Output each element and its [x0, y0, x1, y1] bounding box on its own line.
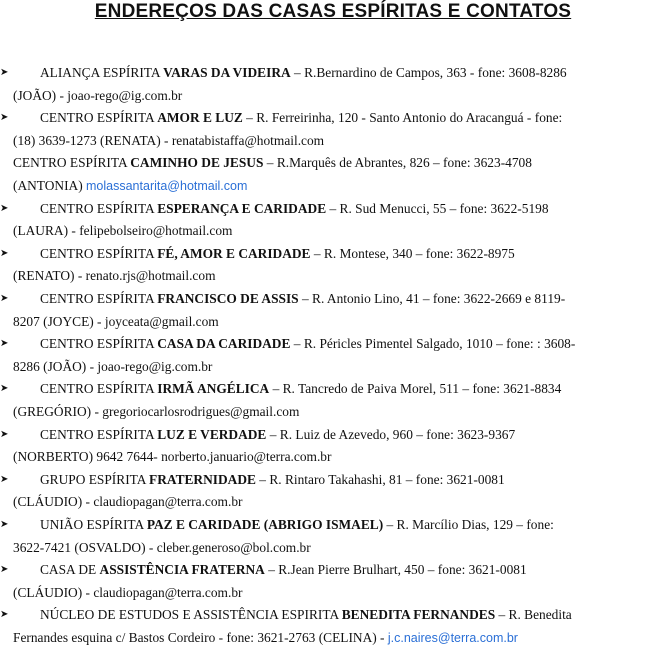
entry-type: CENTRO ESPÍRITA [40, 381, 158, 397]
entry-contact [13, 130, 324, 152]
entry-line-1 [0, 514, 666, 536]
contact-text: (CLÁUDIO) - claudiopagan@terra.com.br [13, 494, 243, 510]
bullet-arrow-icon: ➤ [0, 383, 9, 395]
contact-text: 8286 (JOÃO) - joao-rego@ig.com.br [13, 358, 213, 374]
entry-address: – R. Benedita [495, 607, 572, 623]
entry-address: – R. Sud Menucci, 55 – fone: 3622-5198 [326, 200, 549, 216]
contact-text: (18) 3639-1273 (RENATA) - renatabistaffa@hotmail.com [13, 132, 325, 148]
entry-contact [13, 220, 232, 242]
entry-address: – R. Rintaro Takahashi, 81 – fone: 3621-0081 [255, 471, 505, 487]
entry-address: – R. Luiz de Azevedo, 960 – fone: 3623-9367 [266, 426, 516, 442]
entry-address: – R.Jean Pierre Brulhart, 450 – fone: 3621-0081 [264, 562, 527, 578]
entry-address: – R. Tancredo de Paiva Morel, 511 – fone: 3621-8834 [269, 381, 562, 397]
entry-contact [13, 537, 311, 559]
entry-type: CASA DE [40, 562, 100, 578]
entry-contact [13, 401, 299, 423]
entry-line-1 [0, 107, 666, 129]
contact-text: (ANTONIA) [13, 178, 87, 193]
bullet-arrow-icon: ➤ [0, 564, 9, 576]
entry-address: – R. Péricles Pimentel Salgado, 1010 – fone: : 3608- [290, 336, 576, 352]
entry-line-2 [0, 491, 666, 513]
entry-name: ESPERANÇA E CARIDADE [157, 200, 327, 216]
entry-line-2 [0, 220, 666, 242]
contact-text: (RENATO) - renato.rjs@hotmail.com [13, 268, 216, 284]
bullet-arrow-icon: ➤ [0, 67, 9, 78]
entry-heading [40, 333, 575, 355]
entry-address: – R. Marcílio Dias, 129 – fone: [383, 517, 554, 532]
entry-contact [13, 446, 331, 468]
contact-text: (CLÁUDIO) - claudiopagan@terra.com.br [13, 584, 243, 600]
page-title: ENDEREÇOS DAS CASAS ESPÍRITAS E CONTATOS [94, 1, 572, 22]
contact-text: 8207 (JOYCE) - joyceata@gmail.com [13, 313, 219, 329]
entry-line-1 [0, 288, 666, 310]
entry-line-1 [0, 152, 666, 174]
entry-contact [13, 491, 242, 513]
entry-name: FRATERNIDADE [149, 471, 256, 487]
contact-text: (GREGÓRIO) - gregoriocarlosrodrigues@gmail.com [13, 404, 300, 419]
entry-line-1 [0, 378, 666, 400]
entry-address: – R. Antonio Lino, 41 – fone: 3622-2669 e 8119- [298, 291, 566, 306]
entry-heading [40, 559, 527, 581]
bullet-arrow-icon: ➤ [0, 473, 9, 485]
entry-line-2 [0, 627, 666, 649]
entry-line-1 [0, 243, 666, 265]
entry-line-1 [0, 469, 666, 491]
entry-heading [40, 514, 554, 536]
entry-type: CENTRO ESPÍRITA [40, 200, 158, 216]
entry-line-1 [0, 604, 666, 626]
entry-name: BENEDITA FERNANDES [341, 607, 496, 623]
entry-name: CAMINHO DE JESUS [130, 155, 264, 171]
bullet-arrow-icon: ➤ [0, 112, 9, 124]
entry-heading [40, 62, 567, 84]
entry-line-1 [0, 424, 666, 446]
entry-line-2 [0, 356, 666, 378]
entry-type: NÚCLEO DE ESTUDOS E ASSISTÊNCIA ESPIRITA [40, 607, 342, 623]
contact-text: (LAURA) - felipebolseiro@hotmail.com [13, 223, 233, 239]
contact-text: (JOÃO) - joao-rego@ig.com.br [13, 87, 183, 103]
entry-line-2 [0, 265, 666, 287]
entry-type: CENTRO ESPÍRITA [40, 336, 158, 352]
entry-type: UNIÃO ESPÍRITA [40, 517, 147, 532]
entry-line-1 [0, 559, 666, 581]
bullet-arrow-icon: ➤ [0, 428, 9, 440]
entry-name: ASSISTÊNCIA FRATERNA [99, 562, 265, 578]
entry-address: – R. Ferreirinha, 120 - Santo Antonio do Aracanguá - fone: [242, 110, 563, 126]
entry-line-2 [0, 85, 666, 107]
entry-heading [13, 152, 532, 174]
entry-name: IRMÃ ANGÉLICA [157, 381, 270, 397]
entry-line-2 [0, 175, 666, 197]
entry-address: – R. Montese, 340 – fone: 3622-8975 [310, 245, 515, 261]
email-link[interactable]: molassantarita@hotmail.com [86, 179, 248, 193]
entry-heading [40, 424, 515, 446]
entry-type: GRUPO ESPÍRITA [40, 471, 150, 487]
entry-contact [13, 175, 247, 197]
bullet-arrow-icon: ➤ [0, 247, 9, 259]
entry-heading [40, 198, 549, 220]
bullet-arrow-icon: ➤ [0, 202, 9, 214]
entry-type: CENTRO ESPÍRITA [13, 155, 131, 171]
entry-line-2 [0, 446, 666, 468]
entry-name: VARAS DA VIDEIRA [163, 65, 291, 80]
entry-line-1 [0, 198, 666, 220]
bullet-arrow-icon: ➤ [0, 338, 9, 350]
entry-type: CENTRO ESPÍRITA [40, 291, 158, 306]
entry-heading [40, 288, 565, 310]
entry-contact [13, 627, 518, 649]
entry-name: CASA DA CARIDADE [157, 336, 291, 352]
contact-text: (NORBERTO) 9642 7644- norberto.januario@terra.com.br [13, 449, 332, 465]
entry-contact [13, 582, 242, 604]
bullet-arrow-icon: ➤ [0, 609, 9, 621]
entry-type: CENTRO ESPÍRITA [40, 426, 158, 442]
entry-name: LUZ E VERDADE [157, 426, 267, 442]
entry-line-2 [0, 537, 666, 559]
entry-heading [40, 107, 562, 129]
entry-address: – R.Marquês de Abrantes, 826 – fone: 3623-4708 [263, 155, 532, 171]
entry-name: FÉ, AMOR E CARIDADE [157, 245, 311, 261]
entry-type: CENTRO ESPÍRITA [40, 110, 158, 126]
entry-line-2 [0, 130, 666, 152]
entry-contact [13, 356, 212, 378]
entry-name: AMOR E LUZ [157, 110, 243, 126]
entry-address: – R.Bernardino de Campos, 363 - fone: 3608-8286 [290, 65, 567, 80]
entry-type: CENTRO ESPÍRITA [40, 245, 158, 261]
entry-name: PAZ E CARIDADE (ABRIGO ISMAEL) [146, 517, 384, 532]
entry-heading [40, 604, 572, 626]
entry-heading [40, 243, 515, 265]
contact-text: 3622-7421 (OSVALDO) - cleber.generoso@bol.com.br [13, 539, 311, 555]
entry-contact [13, 265, 216, 287]
entry-type: ALIANÇA ESPÍRITA [40, 65, 164, 80]
bullet-arrow-icon: ➤ [0, 293, 9, 304]
bullet-arrow-icon: ➤ [0, 519, 9, 530]
entry-line-1 [0, 333, 666, 355]
entry-heading [40, 378, 561, 400]
entry-line-2 [0, 311, 666, 333]
entry-contact [13, 85, 182, 107]
entry-heading [40, 469, 505, 491]
contact-text: Fernandes esquina c/ Bastos Cordeiro - fone: 3621-2763 (CELINA) - [13, 630, 388, 645]
entry-line-1 [0, 62, 666, 84]
entry-contact [13, 311, 219, 333]
entry-line-2 [0, 582, 666, 604]
email-link[interactable]: j.c.naires@terra.com.br [387, 631, 518, 645]
entry-line-2 [0, 401, 666, 423]
entry-name: FRANCISCO DE ASSIS [157, 291, 299, 306]
